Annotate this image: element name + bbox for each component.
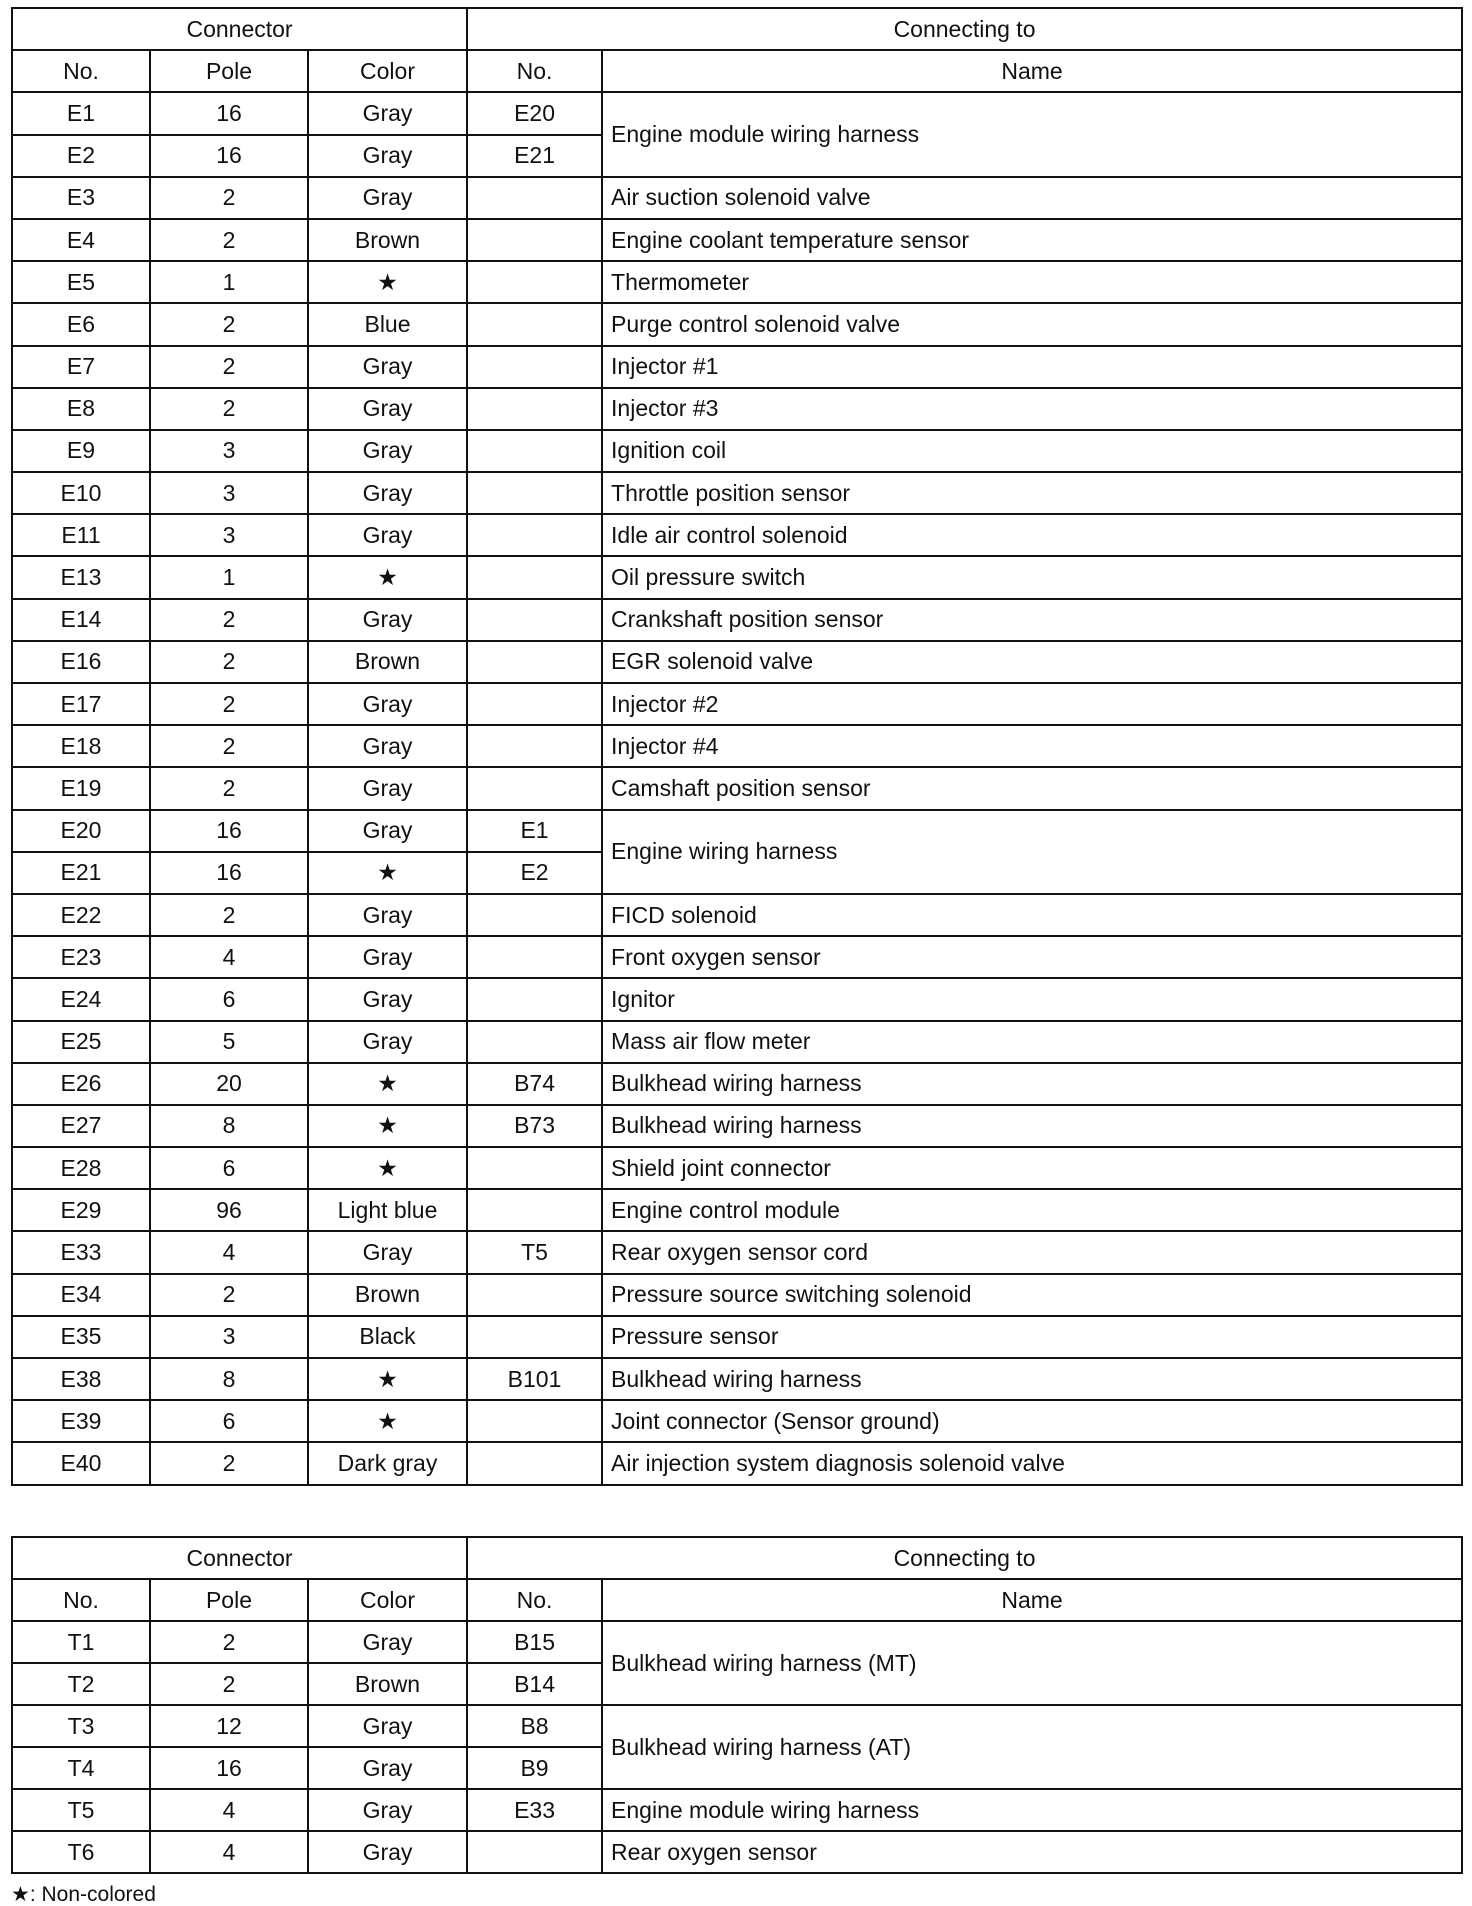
header-name: Name bbox=[602, 1579, 1462, 1621]
cell-color: Gray bbox=[308, 936, 467, 978]
cell-no: E9 bbox=[12, 430, 150, 472]
cell-color: Gray bbox=[308, 1831, 467, 1873]
cell-color: Gray bbox=[308, 1231, 467, 1273]
cell-to-no: B101 bbox=[467, 1358, 602, 1400]
cell-no: E38 bbox=[12, 1358, 150, 1400]
cell-color: Gray bbox=[308, 92, 467, 134]
table-row bbox=[12, 1705, 1462, 1747]
cell-no: T4 bbox=[12, 1747, 150, 1789]
footnote: ★: Non-colored bbox=[11, 1883, 156, 1906]
cell-to-no bbox=[467, 767, 602, 809]
cell-no: E13 bbox=[12, 556, 150, 598]
cell-name: Air injection system diagnosis solenoid valve bbox=[602, 1442, 1462, 1484]
cell-to-no bbox=[467, 683, 602, 725]
cell-name: Injector #4 bbox=[602, 725, 1462, 767]
cell-to-no bbox=[467, 725, 602, 767]
cell-to-no bbox=[467, 177, 602, 219]
cell-name: EGR solenoid valve bbox=[602, 641, 1462, 683]
table-row bbox=[12, 641, 1462, 683]
table-row bbox=[12, 1621, 1462, 1663]
cell-pole: 2 bbox=[150, 894, 308, 936]
cell-to-no bbox=[467, 388, 602, 430]
table-row bbox=[12, 1105, 1462, 1147]
table-row bbox=[12, 683, 1462, 725]
cell-name: Engine coolant temperature sensor bbox=[602, 219, 1462, 261]
table-row bbox=[12, 472, 1462, 514]
cell-color: Gray bbox=[308, 430, 467, 472]
cell-no: E4 bbox=[12, 219, 150, 261]
cell-to-no: E2 bbox=[467, 852, 602, 894]
cell-to-no bbox=[467, 894, 602, 936]
cell-to-no bbox=[467, 1021, 602, 1063]
header-name: Name bbox=[602, 50, 1462, 92]
cell-no: T1 bbox=[12, 1621, 150, 1663]
cell-name: Camshaft position sensor bbox=[602, 767, 1462, 809]
cell-color: Gray bbox=[308, 1705, 467, 1747]
table-row bbox=[12, 346, 1462, 388]
cell-to-no: T5 bbox=[467, 1231, 602, 1273]
cell-pole: 4 bbox=[150, 936, 308, 978]
cell-pole: 8 bbox=[150, 1105, 308, 1147]
cell-color: Brown bbox=[308, 1663, 467, 1705]
cell-to-no bbox=[467, 261, 602, 303]
cell-no: E22 bbox=[12, 894, 150, 936]
cell-name: Thermometer bbox=[602, 261, 1462, 303]
cell-color: Gray bbox=[308, 767, 467, 809]
cell-color: ★ bbox=[308, 261, 467, 303]
table-row bbox=[12, 1316, 1462, 1358]
cell-to-no bbox=[467, 346, 602, 388]
cell-pole: 4 bbox=[150, 1231, 308, 1273]
cell-to-no bbox=[467, 556, 602, 598]
table-body bbox=[12, 92, 1462, 1484]
table-row bbox=[12, 92, 1462, 134]
table-row bbox=[12, 261, 1462, 303]
table-row bbox=[12, 1831, 1462, 1873]
cell-name: Ignitor bbox=[602, 978, 1462, 1020]
header-connecting-to: Connecting to bbox=[467, 8, 1462, 50]
cell-pole: 6 bbox=[150, 1400, 308, 1442]
cell-color: Brown bbox=[308, 641, 467, 683]
cell-to-no: B73 bbox=[467, 1105, 602, 1147]
cell-pole: 6 bbox=[150, 1147, 308, 1189]
cell-to-no bbox=[467, 936, 602, 978]
cell-to-no: E21 bbox=[467, 135, 602, 177]
table-row bbox=[12, 1147, 1462, 1189]
cell-to-no bbox=[467, 1274, 602, 1316]
cell-pole: 3 bbox=[150, 430, 308, 472]
cell-color: Blue bbox=[308, 303, 467, 345]
cell-no: E34 bbox=[12, 1274, 150, 1316]
cell-to-no bbox=[467, 978, 602, 1020]
table-row bbox=[12, 1231, 1462, 1273]
header-to-no: No. bbox=[467, 50, 602, 92]
cell-pole: 2 bbox=[150, 599, 308, 641]
cell-color: Gray bbox=[308, 599, 467, 641]
cell-to-no bbox=[467, 1147, 602, 1189]
cell-color: Gray bbox=[308, 978, 467, 1020]
cell-no: T6 bbox=[12, 1831, 150, 1873]
cell-color: Brown bbox=[308, 219, 467, 261]
cell-no: E24 bbox=[12, 978, 150, 1020]
cell-pole: 20 bbox=[150, 1063, 308, 1105]
table-row bbox=[12, 1021, 1462, 1063]
table-row bbox=[12, 1358, 1462, 1400]
cell-no: E33 bbox=[12, 1231, 150, 1273]
cell-name: Engine wiring harness bbox=[602, 810, 1462, 894]
cell-name: Rear oxygen sensor cord bbox=[602, 1231, 1462, 1273]
table-row bbox=[12, 767, 1462, 809]
cell-no: E19 bbox=[12, 767, 150, 809]
cell-no: E10 bbox=[12, 472, 150, 514]
cell-no: E18 bbox=[12, 725, 150, 767]
cell-pole: 6 bbox=[150, 978, 308, 1020]
cell-pole: 16 bbox=[150, 92, 308, 134]
cell-name: Throttle position sensor bbox=[602, 472, 1462, 514]
table-row bbox=[12, 936, 1462, 978]
header-row-group bbox=[12, 8, 1462, 50]
cell-to-no: E33 bbox=[467, 1789, 602, 1831]
cell-pole: 2 bbox=[150, 303, 308, 345]
cell-color: Gray bbox=[308, 1747, 467, 1789]
cell-pole: 1 bbox=[150, 261, 308, 303]
header-row-columns bbox=[12, 1579, 1462, 1621]
cell-to-no bbox=[467, 1400, 602, 1442]
cell-to-no: B74 bbox=[467, 1063, 602, 1105]
cell-to-no bbox=[467, 303, 602, 345]
cell-no: E39 bbox=[12, 1400, 150, 1442]
cell-color: Gray bbox=[308, 514, 467, 556]
cell-color: Gray bbox=[308, 894, 467, 936]
cell-no: E25 bbox=[12, 1021, 150, 1063]
header-connector: Connector bbox=[12, 1537, 467, 1579]
cell-no: E27 bbox=[12, 1105, 150, 1147]
table-row bbox=[12, 1789, 1462, 1831]
cell-no: E8 bbox=[12, 388, 150, 430]
header-no: No. bbox=[12, 1579, 150, 1621]
cell-to-no bbox=[467, 1316, 602, 1358]
cell-pole: 3 bbox=[150, 514, 308, 556]
header-pole: Pole bbox=[150, 50, 308, 92]
header-color: Color bbox=[308, 50, 467, 92]
cell-to-no: B15 bbox=[467, 1621, 602, 1663]
header-connecting-to: Connecting to bbox=[467, 1537, 1462, 1579]
cell-pole: 16 bbox=[150, 852, 308, 894]
cell-color: ★ bbox=[308, 852, 467, 894]
header-color: Color bbox=[308, 1579, 467, 1621]
header-connector: Connector bbox=[12, 8, 467, 50]
cell-no: E20 bbox=[12, 810, 150, 852]
cell-pole: 2 bbox=[150, 346, 308, 388]
table-row bbox=[12, 978, 1462, 1020]
cell-no: E11 bbox=[12, 514, 150, 556]
cell-name: Bulkhead wiring harness bbox=[602, 1105, 1462, 1147]
cell-pole: 16 bbox=[150, 135, 308, 177]
cell-to-no bbox=[467, 1189, 602, 1231]
cell-no: T5 bbox=[12, 1789, 150, 1831]
cell-name: Joint connector (Sensor ground) bbox=[602, 1400, 1462, 1442]
header-no: No. bbox=[12, 50, 150, 92]
cell-color: Gray bbox=[308, 346, 467, 388]
cell-no: E5 bbox=[12, 261, 150, 303]
cell-no: E23 bbox=[12, 936, 150, 978]
cell-color: Light blue bbox=[308, 1189, 467, 1231]
header-row-columns bbox=[12, 50, 1462, 92]
cell-color: Gray bbox=[308, 1789, 467, 1831]
cell-no: E35 bbox=[12, 1316, 150, 1358]
cell-pole: 2 bbox=[150, 1442, 308, 1484]
cell-color: Gray bbox=[308, 135, 467, 177]
cell-name: Bulkhead wiring harness bbox=[602, 1358, 1462, 1400]
connector-table-e bbox=[11, 7, 1463, 1486]
cell-name: Engine module wiring harness bbox=[602, 1789, 1462, 1831]
cell-pole: 2 bbox=[150, 1621, 308, 1663]
cell-to-no: B8 bbox=[467, 1705, 602, 1747]
cell-color: Gray bbox=[308, 1621, 467, 1663]
cell-to-no bbox=[467, 472, 602, 514]
table-body bbox=[12, 1621, 1462, 1873]
connector-table-t bbox=[11, 1536, 1463, 1874]
cell-to-no: E20 bbox=[467, 92, 602, 134]
table-row bbox=[12, 388, 1462, 430]
cell-name: Purge control solenoid valve bbox=[602, 303, 1462, 345]
cell-pole: 2 bbox=[150, 683, 308, 725]
cell-name: Rear oxygen sensor bbox=[602, 1831, 1462, 1873]
cell-color: Brown bbox=[308, 1274, 467, 1316]
cell-color: ★ bbox=[308, 556, 467, 598]
table-row bbox=[12, 1400, 1462, 1442]
cell-no: E17 bbox=[12, 683, 150, 725]
cell-name: Engine control module bbox=[602, 1189, 1462, 1231]
cell-pole: 96 bbox=[150, 1189, 308, 1231]
table-row bbox=[12, 1063, 1462, 1105]
cell-to-no bbox=[467, 1831, 602, 1873]
cell-pole: 16 bbox=[150, 1747, 308, 1789]
cell-to-no: E1 bbox=[467, 810, 602, 852]
cell-no: E29 bbox=[12, 1189, 150, 1231]
cell-to-no bbox=[467, 219, 602, 261]
table-row bbox=[12, 1189, 1462, 1231]
cell-color: Gray bbox=[308, 725, 467, 767]
cell-pole: 4 bbox=[150, 1831, 308, 1873]
table-row bbox=[12, 430, 1462, 472]
cell-to-no bbox=[467, 514, 602, 556]
table-row bbox=[12, 599, 1462, 641]
header-pole: Pole bbox=[150, 1579, 308, 1621]
cell-name: Front oxygen sensor bbox=[602, 936, 1462, 978]
cell-color: Black bbox=[308, 1316, 467, 1358]
cell-color: Gray bbox=[308, 810, 467, 852]
cell-pole: 5 bbox=[150, 1021, 308, 1063]
cell-no: E7 bbox=[12, 346, 150, 388]
cell-color: Gray bbox=[308, 683, 467, 725]
cell-pole: 8 bbox=[150, 1358, 308, 1400]
cell-no: E40 bbox=[12, 1442, 150, 1484]
header-to-no: No. bbox=[467, 1579, 602, 1621]
cell-no: E14 bbox=[12, 599, 150, 641]
cell-color: ★ bbox=[308, 1105, 467, 1147]
cell-pole: 16 bbox=[150, 810, 308, 852]
cell-to-no bbox=[467, 430, 602, 472]
cell-color: Gray bbox=[308, 388, 467, 430]
table-row bbox=[12, 556, 1462, 598]
cell-name: Injector #3 bbox=[602, 388, 1462, 430]
cell-to-no: B9 bbox=[467, 1747, 602, 1789]
cell-no: E16 bbox=[12, 641, 150, 683]
cell-name: Engine module wiring harness bbox=[602, 92, 1462, 176]
cell-pole: 2 bbox=[150, 641, 308, 683]
cell-no: E6 bbox=[12, 303, 150, 345]
cell-color: Gray bbox=[308, 472, 467, 514]
cell-pole: 2 bbox=[150, 388, 308, 430]
table-row bbox=[12, 219, 1462, 261]
cell-name: Crankshaft position sensor bbox=[602, 599, 1462, 641]
table-row bbox=[12, 514, 1462, 556]
cell-no: E1 bbox=[12, 92, 150, 134]
cell-pole: 2 bbox=[150, 725, 308, 767]
cell-name: Oil pressure switch bbox=[602, 556, 1462, 598]
cell-name: Bulkhead wiring harness (MT) bbox=[602, 1621, 1462, 1705]
cell-no: E26 bbox=[12, 1063, 150, 1105]
cell-name: Pressure sensor bbox=[602, 1316, 1462, 1358]
cell-color: ★ bbox=[308, 1147, 467, 1189]
cell-pole: 3 bbox=[150, 1316, 308, 1358]
cell-name: Injector #1 bbox=[602, 346, 1462, 388]
cell-no: E2 bbox=[12, 135, 150, 177]
cell-no: T3 bbox=[12, 1705, 150, 1747]
cell-to-no bbox=[467, 1442, 602, 1484]
cell-name: Injector #2 bbox=[602, 683, 1462, 725]
cell-no: E28 bbox=[12, 1147, 150, 1189]
table-row bbox=[12, 177, 1462, 219]
cell-no: E21 bbox=[12, 852, 150, 894]
cell-no: T2 bbox=[12, 1663, 150, 1705]
table-row bbox=[12, 1442, 1462, 1484]
cell-name: Ignition coil bbox=[602, 430, 1462, 472]
cell-pole: 2 bbox=[150, 1274, 308, 1316]
table-row bbox=[12, 725, 1462, 767]
cell-pole: 4 bbox=[150, 1789, 308, 1831]
cell-color: ★ bbox=[308, 1063, 467, 1105]
cell-name: Pressure source switching solenoid bbox=[602, 1274, 1462, 1316]
cell-name: Bulkhead wiring harness (AT) bbox=[602, 1705, 1462, 1789]
cell-to-no bbox=[467, 599, 602, 641]
cell-name: Bulkhead wiring harness bbox=[602, 1063, 1462, 1105]
cell-pole: 2 bbox=[150, 1663, 308, 1705]
cell-pole: 2 bbox=[150, 219, 308, 261]
cell-pole: 12 bbox=[150, 1705, 308, 1747]
cell-pole: 2 bbox=[150, 177, 308, 219]
cell-name: Air suction solenoid valve bbox=[602, 177, 1462, 219]
table-row bbox=[12, 1274, 1462, 1316]
cell-pole: 3 bbox=[150, 472, 308, 514]
cell-no: E3 bbox=[12, 177, 150, 219]
cell-name: FICD solenoid bbox=[602, 894, 1462, 936]
cell-color: ★ bbox=[308, 1400, 467, 1442]
cell-color: Gray bbox=[308, 1021, 467, 1063]
cell-pole: 2 bbox=[150, 767, 308, 809]
table-row bbox=[12, 810, 1462, 852]
cell-to-no bbox=[467, 641, 602, 683]
header-row-group bbox=[12, 1537, 1462, 1579]
cell-name: Shield joint connector bbox=[602, 1147, 1462, 1189]
cell-name: Mass air flow meter bbox=[602, 1021, 1462, 1063]
cell-color: Dark gray bbox=[308, 1442, 467, 1484]
cell-color: ★ bbox=[308, 1358, 467, 1400]
cell-color: Gray bbox=[308, 177, 467, 219]
cell-name: Idle air control solenoid bbox=[602, 514, 1462, 556]
cell-to-no: B14 bbox=[467, 1663, 602, 1705]
cell-pole: 1 bbox=[150, 556, 308, 598]
table-row bbox=[12, 894, 1462, 936]
table-row bbox=[12, 303, 1462, 345]
